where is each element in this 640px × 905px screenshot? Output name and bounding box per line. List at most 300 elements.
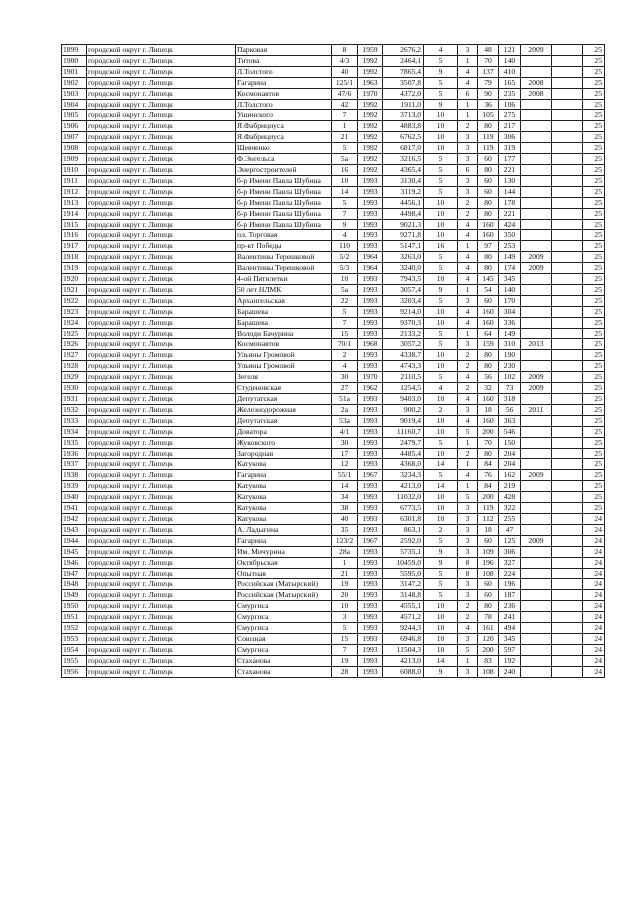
floors-cell: 10 [424,361,458,372]
build-year-cell: 1993 [358,317,383,328]
empty-cell-cell [552,99,583,110]
street-cell: Смургиса [236,601,332,612]
empty-cell-cell [552,361,583,372]
area-cell: 4743,3 [383,361,424,372]
empty-cell-cell [552,394,583,405]
apartments-cell: 60 [478,579,499,590]
floors-cell: 9 [424,666,458,677]
floors-cell: 10 [424,633,458,644]
street-cell: Ф.Энгельса [236,154,332,165]
floors-cell: 14 [424,459,458,470]
entrances-cell: 3 [458,175,478,186]
street-cell: Жуковского [236,437,332,448]
street-cell: Депутатская [236,415,332,426]
row-number-cell: 1936 [62,448,87,459]
street-cell: Смургиса [236,612,332,623]
repair-year-cell [521,143,552,154]
municipality-cell: городской округ г. Липецк [87,503,236,514]
empty-cell-cell [552,219,583,230]
row-number-cell: 1917 [62,241,87,252]
area-cell: 2676,2 [383,45,424,56]
row-number-cell: 1923 [62,306,87,317]
residents-cell: 73 [499,383,521,394]
house-number-cell: 30 [332,437,358,448]
empty-cell-cell [552,513,583,524]
table-row [62,503,605,514]
repair-year-cell [521,623,552,634]
repair-year-cell [521,426,552,437]
empty-cell-cell [552,143,583,154]
apartments-cell: 108 [478,666,499,677]
build-year-cell: 1970 [358,88,383,99]
empty-cell-cell [552,383,583,394]
build-year-cell: 1968 [358,339,383,350]
street-cell: Космонавтов [236,339,332,350]
repair-year-cell [521,655,552,666]
risk-score-cell: 24 [583,513,605,524]
house-number-cell: 1 [332,557,358,568]
area-cell: 9271,8 [383,230,424,241]
risk-score-cell: 25 [583,164,605,175]
house-number-cell: 22 [332,295,358,306]
repair-year-cell [521,230,552,241]
street-cell: Л.Толстого [236,66,332,77]
risk-score-cell: 25 [583,339,605,350]
apartments-cell: 60 [478,295,499,306]
residents-cell: 144 [499,186,521,197]
repair-year-cell: 2009 [521,252,552,263]
area-cell: 6817,0 [383,143,424,154]
floors-cell: 5 [424,437,458,448]
table-row [62,121,605,132]
municipality-cell: городской округ г. Липецк [87,55,236,66]
entrances-cell: 1 [458,655,478,666]
street-cell: б-р Имени Павла Шубина [236,175,332,186]
table-row [62,263,605,274]
floors-cell: 5 [424,88,458,99]
entrances-cell: 4 [458,306,478,317]
municipality-cell: городской округ г. Липецк [87,633,236,644]
table-row [62,459,605,470]
entrances-cell: 3 [458,295,478,306]
area-cell: 6088,0 [383,666,424,677]
risk-score-cell: 25 [583,55,605,66]
table-row [62,546,605,557]
area-cell: 863,1 [383,524,424,535]
house-number-cell: 4 [332,230,358,241]
floors-cell: 10 [424,644,458,655]
residents-cell: 140 [499,284,521,295]
repair-year-cell [521,55,552,66]
build-year-cell: 1993 [358,426,383,437]
apartments-cell: 76 [478,470,499,481]
residents-cell: 178 [499,197,521,208]
area-cell: 5147,1 [383,241,424,252]
row-number-cell: 1934 [62,426,87,437]
area-cell: 4485,4 [383,448,424,459]
house-number-cell: 9 [332,219,358,230]
repair-year-cell [521,568,552,579]
floors-cell: 10 [424,143,458,154]
house-number-cell: 42 [332,99,358,110]
municipality-cell: городской округ г. Липецк [87,252,236,263]
municipality-cell: городской округ г. Липецк [87,470,236,481]
street-cell: Барашева [236,306,332,317]
area-cell: 4372,0 [383,88,424,99]
risk-score-cell: 25 [583,284,605,295]
row-number-cell: 1912 [62,186,87,197]
repair-year-cell [521,666,552,677]
empty-cell-cell [552,208,583,219]
repair-year-cell: 2009 [521,535,552,546]
empty-cell-cell [552,557,583,568]
area-cell: 3130,4 [383,175,424,186]
residents-cell: 170 [499,295,521,306]
floors-cell: 10 [424,350,458,361]
repair-year-cell [521,121,552,132]
residents-cell: 47 [499,524,521,535]
municipality-cell: городской округ г. Липецк [87,350,236,361]
apartments-cell: 70 [478,55,499,66]
entrances-cell: 6 [458,88,478,99]
residents-cell: 217 [499,121,521,132]
entrances-cell: 4 [458,470,478,481]
table-row [62,524,605,535]
area-cell: 3147,2 [383,579,424,590]
apartments-cell: 112 [478,513,499,524]
risk-score-cell: 24 [583,535,605,546]
house-number-cell: 55/1 [332,470,358,481]
house-number-cell: 4/3 [332,55,358,66]
street-cell: Ульяны Громовой [236,350,332,361]
residents-cell: 235 [499,88,521,99]
residents-cell: 102 [499,372,521,383]
municipality-cell: городской округ г. Липецк [87,88,236,99]
floors-cell: 4 [424,45,458,56]
empty-cell-cell [552,230,583,241]
house-number-cell: 16 [332,164,358,175]
apartments-cell: 80 [478,197,499,208]
table-row [62,404,605,415]
empty-cell-cell [552,164,583,175]
floors-cell: 9 [424,546,458,557]
residents-cell: 221 [499,164,521,175]
build-year-cell: 1993 [358,492,383,503]
build-year-cell: 1993 [358,274,383,285]
empty-cell-cell [552,241,583,252]
apartments-cell: 160 [478,230,499,241]
apartments-cell: 48 [478,45,499,56]
repair-year-cell [521,208,552,219]
entrances-cell: 3 [458,339,478,350]
risk-score-cell: 25 [583,45,605,56]
street-cell: Депутатская [236,394,332,405]
empty-cell-cell [552,88,583,99]
empty-cell-cell [552,655,583,666]
table-row [62,633,605,644]
build-year-cell: 1993 [358,448,383,459]
house-number-cell: 5/3 [332,263,358,274]
apartments-cell: 79 [478,77,499,88]
house-number-cell: 15 [332,328,358,339]
empty-cell-cell [552,601,583,612]
apartments-cell: 83 [478,655,499,666]
repair-year-cell [521,110,552,121]
empty-cell-cell [552,546,583,557]
risk-score-cell: 25 [583,241,605,252]
build-year-cell: 1993 [358,219,383,230]
row-number-cell: 1954 [62,644,87,655]
table-row [62,295,605,306]
repair-year-cell [521,284,552,295]
entrances-cell: 1 [458,459,478,470]
floors-cell: 10 [424,219,458,230]
street-cell: пл. Торговая [236,230,332,241]
table-row [62,241,605,252]
build-year-cell: 1993 [358,557,383,568]
apartments-cell: 78 [478,612,499,623]
entrances-cell: 1 [458,437,478,448]
empty-cell-cell [552,644,583,655]
house-number-cell: 17 [332,448,358,459]
row-number-cell: 1941 [62,503,87,514]
table-row [62,448,605,459]
entrances-cell: 2 [458,383,478,394]
municipality-cell: городской округ г. Липецк [87,426,236,437]
residents-cell: 204 [499,448,521,459]
floors-cell: 10 [424,612,458,623]
house-number-cell: 2 [332,350,358,361]
house-number-cell: 110 [332,241,358,252]
area-cell: 4368,0 [383,459,424,470]
street-cell: Студеновская [236,383,332,394]
municipality-cell: городской округ г. Липецк [87,623,236,634]
house-number-cell: 125/1 [332,77,358,88]
municipality-cell: городской округ г. Липецк [87,295,236,306]
street-cell: б-р Имени Павла Шубина [236,197,332,208]
build-year-cell: 1962 [358,383,383,394]
build-year-cell: 1967 [358,535,383,546]
entrances-cell: 4 [458,415,478,426]
row-number-cell: 1911 [62,175,87,186]
risk-score-cell: 25 [583,394,605,405]
municipality-cell: городской округ г. Липецк [87,230,236,241]
municipality-cell: городской округ г. Липецк [87,154,236,165]
table-row [62,513,605,524]
empty-cell-cell [552,470,583,481]
row-number-cell: 1927 [62,350,87,361]
floors-cell: 5 [424,186,458,197]
residents-cell: 410 [499,66,521,77]
row-number-cell: 1928 [62,361,87,372]
row-number-cell: 1918 [62,252,87,263]
street-cell: Катукова [236,513,332,524]
build-year-cell: 1993 [358,481,383,492]
municipality-cell: городской округ г. Липецк [87,197,236,208]
floors-cell: 5 [424,568,458,579]
row-number-cell: 1913 [62,197,87,208]
row-number-cell: 1932 [62,404,87,415]
area-cell: 11032,0 [383,492,424,503]
municipality-cell: городской округ г. Липецк [87,66,236,77]
area-cell: 4571,2 [383,612,424,623]
street-cell: Титова [236,55,332,66]
build-year-cell: 1993 [358,612,383,623]
entrances-cell: 6 [458,164,478,175]
row-number-cell: 1922 [62,295,87,306]
repair-year-cell: 2009 [521,372,552,383]
row-number-cell: 1946 [62,557,87,568]
residents-cell: 149 [499,328,521,339]
build-year-cell: 1993 [358,208,383,219]
row-number-cell: 1931 [62,394,87,405]
municipality-cell: городской округ г. Липецк [87,306,236,317]
empty-cell-cell [552,263,583,274]
empty-cell-cell [552,110,583,121]
table-row [62,394,605,405]
entrances-cell: 1 [458,241,478,252]
floors-cell: 9 [424,284,458,295]
table-row [62,383,605,394]
residents-cell: 363 [499,415,521,426]
risk-score-cell: 24 [583,601,605,612]
empty-cell-cell [552,404,583,415]
build-year-cell: 1993 [358,590,383,601]
street-cell: Им. Мичурина [236,546,332,557]
apartments-cell: 160 [478,317,499,328]
floors-cell: 10 [424,492,458,503]
floors-cell: 5 [424,164,458,175]
risk-score-cell: 25 [583,448,605,459]
house-number-cell: 40 [332,513,358,524]
residents-cell: 255 [499,513,521,524]
table-row [62,164,605,175]
row-number-cell: 1943 [62,524,87,535]
area-cell: 9019,4 [383,415,424,426]
empty-cell-cell [552,459,583,470]
floors-cell: 5 [424,339,458,350]
residents-cell: 345 [499,633,521,644]
risk-score-cell: 25 [583,175,605,186]
repair-year-cell: 2009 [521,470,552,481]
house-number-cell: 14 [332,186,358,197]
area-cell: 3234,3 [383,470,424,481]
house-number-cell: 5 [332,623,358,634]
area-cell: 7865,4 [383,66,424,77]
row-number-cell: 1900 [62,55,87,66]
entrances-cell: 3 [458,404,478,415]
table-row [62,655,605,666]
floors-cell: 16 [424,241,458,252]
entrances-cell: 5 [458,644,478,655]
risk-score-cell: 25 [583,415,605,426]
house-number-cell: 15 [332,633,358,644]
build-year-cell: 1992 [358,121,383,132]
repair-year-cell: 2008 [521,88,552,99]
entrances-cell: 4 [458,263,478,274]
repair-year-cell [521,295,552,306]
repair-year-cell [521,546,552,557]
area-cell: 6762,5 [383,132,424,143]
residents-cell: 336 [499,317,521,328]
empty-cell-cell [552,66,583,77]
entrances-cell: 2 [458,448,478,459]
build-year-cell: 1993 [358,503,383,514]
floors-cell: 10 [424,208,458,219]
entrances-cell: 2 [458,361,478,372]
apartments-cell: 80 [478,164,499,175]
residents-cell: 130 [499,175,521,186]
entrances-cell: 4 [458,274,478,285]
house-number-cell: 70/1 [332,339,358,350]
apartments-cell: 120 [478,633,499,644]
entrances-cell: 4 [458,394,478,405]
municipality-cell: городской округ г. Липецк [87,175,236,186]
street-cell: Загородная [236,448,332,459]
street-cell: Смургиса [236,623,332,634]
apartments-cell: 145 [478,274,499,285]
table-row [62,339,605,350]
repair-year-cell [521,317,552,328]
entrances-cell: 3 [458,132,478,143]
empty-cell-cell [552,568,583,579]
repair-year-cell [521,513,552,524]
house-number-cell: 28 [332,666,358,677]
build-year-cell: 1993 [358,361,383,372]
row-number-cell: 1942 [62,513,87,524]
apartments-cell: 160 [478,306,499,317]
floors-cell: 14 [424,481,458,492]
floors-cell: 10 [424,230,458,241]
row-number-cell: 1908 [62,143,87,154]
municipality-cell: городской округ г. Липецк [87,186,236,197]
row-number-cell: 1933 [62,415,87,426]
entrances-cell: 4 [458,219,478,230]
build-year-cell: 1964 [358,252,383,263]
house-number-cell: 10 [332,175,358,186]
build-year-cell: 1993 [358,568,383,579]
build-year-cell: 1993 [358,579,383,590]
apartments-cell: 200 [478,644,499,655]
floors-cell: 10 [424,503,458,514]
empty-cell-cell [552,612,583,623]
residents-cell: 253 [499,241,521,252]
entrances-cell: 1 [458,99,478,110]
table-row [62,219,605,230]
row-number-cell: 1901 [62,66,87,77]
street-cell: Валентины Терешковой [236,252,332,263]
entrances-cell: 3 [458,524,478,535]
house-number-cell: 1 [332,121,358,132]
street-cell: б-р Имени Павла Шубина [236,186,332,197]
municipality-cell: городской округ г. Липецк [87,121,236,132]
street-cell: Катукова [236,503,332,514]
residents-cell: 306 [499,546,521,557]
area-cell: 9244,3 [383,623,424,634]
table-row [62,590,605,601]
apartments-cell: 80 [478,208,499,219]
empty-cell-cell [552,579,583,590]
build-year-cell: 1992 [358,110,383,121]
row-number-cell: 1944 [62,535,87,546]
area-cell: 3507,8 [383,77,424,88]
apartments-cell: 80 [478,350,499,361]
row-number-cell: 1915 [62,219,87,230]
house-number-cell: 8 [332,45,358,56]
residents-cell: 275 [499,110,521,121]
risk-score-cell: 24 [583,666,605,677]
risk-score-cell: 25 [583,492,605,503]
